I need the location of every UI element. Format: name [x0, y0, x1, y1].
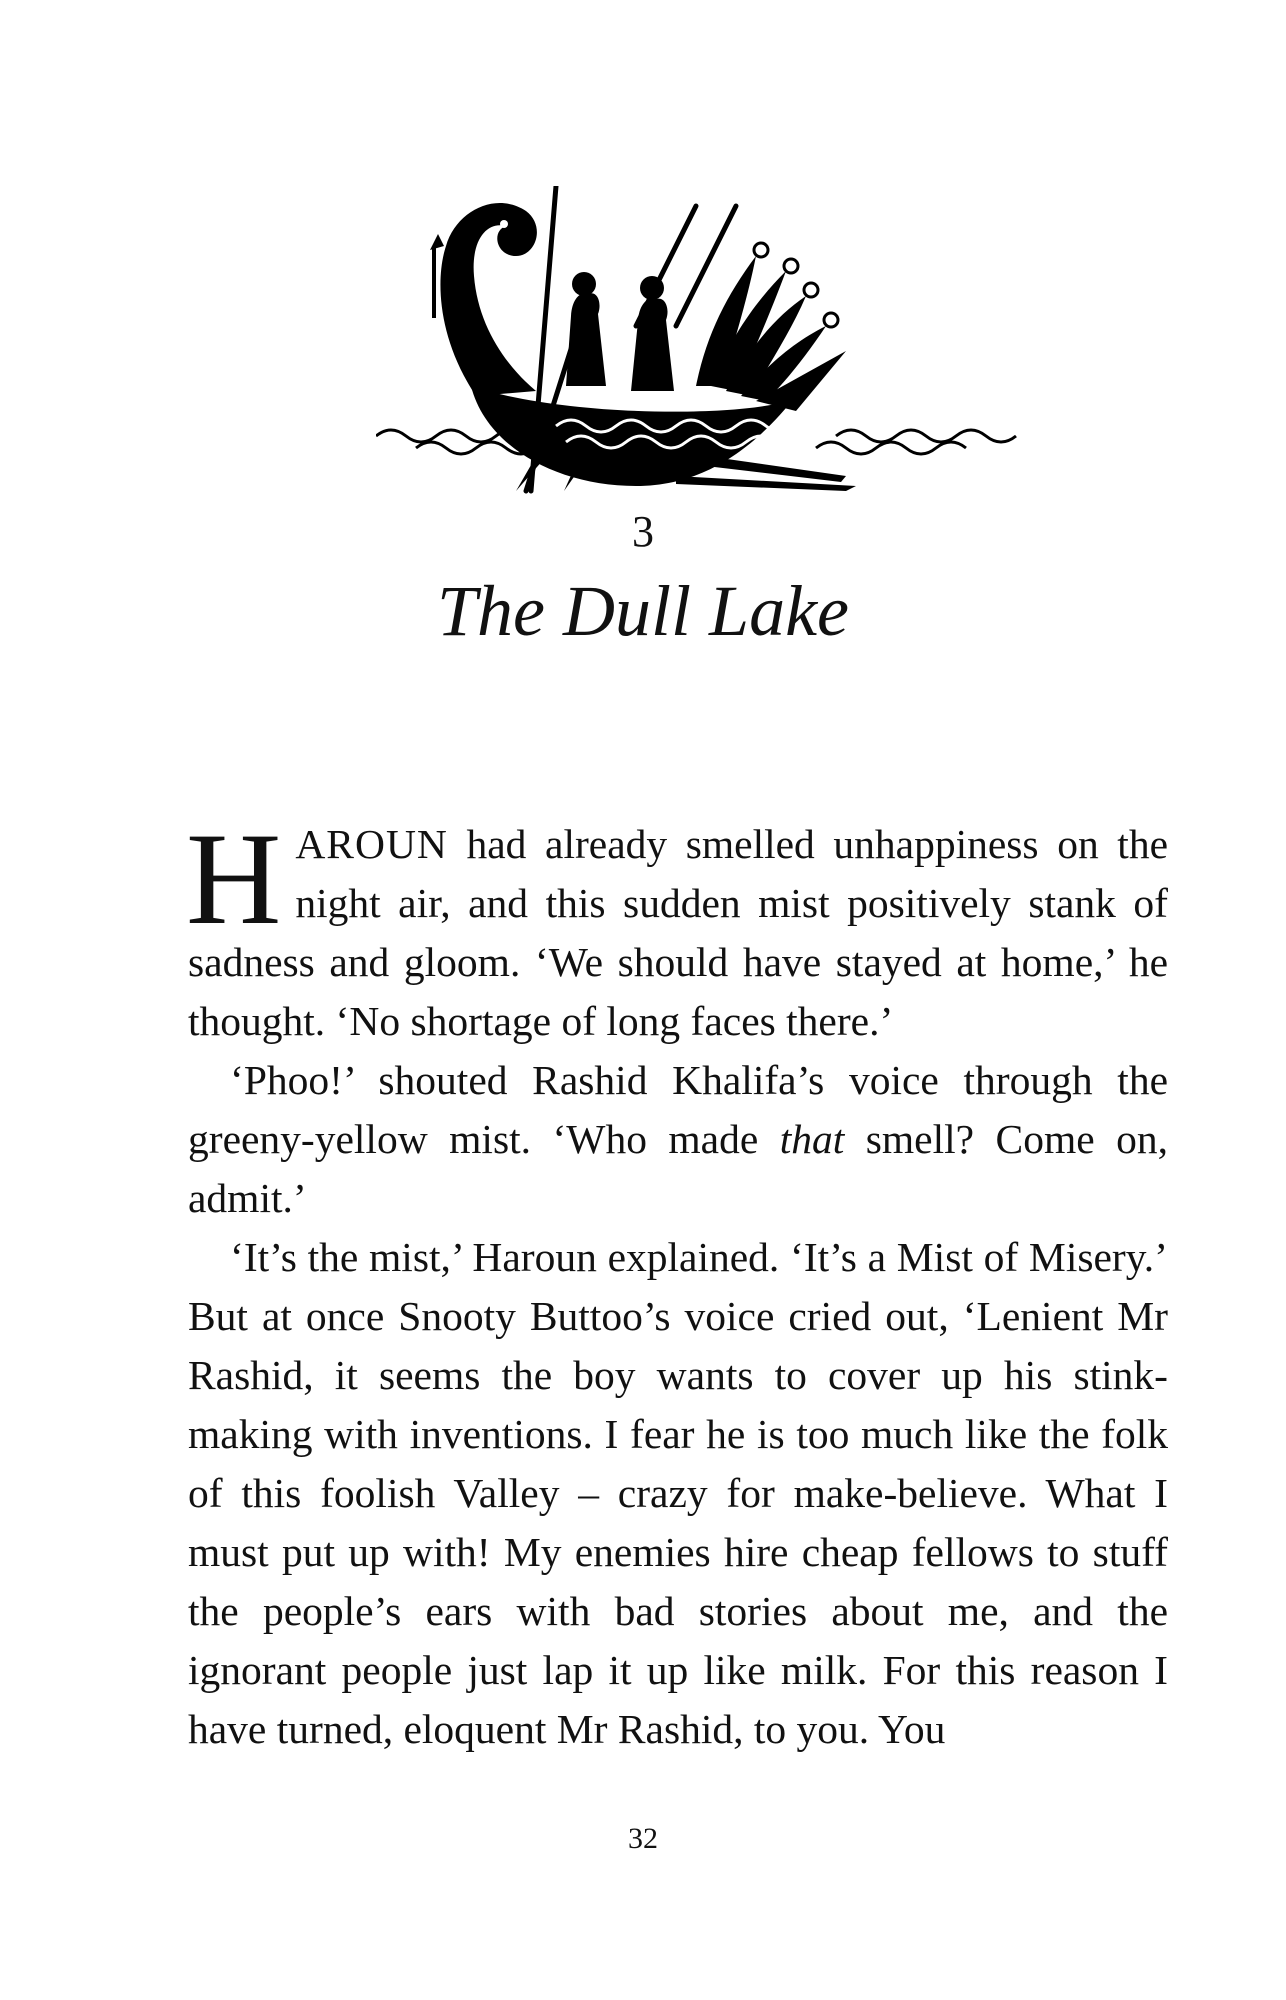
paragraph-2-text-a: ‘Phoo!’ shouted Rashid Khalifa’s voice through the greeny-yellow mist. ‘Who made [188, 1057, 1168, 1162]
paragraph-2-emphasis: that [779, 1116, 845, 1162]
chapter-body [186, 805, 1168, 1759]
paragraph-3: ‘It’s the mist,’ Haroun explained. ‘It’s a Mist of Misery.’ But at once Snooty Buttoo’s voice cried out, ‘Lenient Mr Rashid, it seems the boy wants to cover up his stink-making with inventions. I fear he is too much like the folk of this foolish Valley – crazy for make-believe. What I must put up with! My enemies hire cheap fellows to stuff the people’s ears with bad stories about me, and the ignorant people just lap it up like milk. For this reason I have turned, eloquent Mr Rashid, to you. You [188, 1234, 1168, 1752]
paragraph-2 [188, 1051, 1168, 1228]
page-number: 32 [628, 1822, 658, 1855]
chapter-title: The Dull Lake [437, 571, 849, 651]
paragraph-1-lead: AROUN [295, 821, 448, 867]
paragraph-1-text: had already smelled unhappiness on the night air, and this sudden mist positively stank of sadness and gloom. ‘We should have stayed at home,’ he thought. ‘No shortage of long faces there.’ [188, 821, 1168, 1044]
paragraph-1 [186, 805, 1168, 1051]
drop-cap: H [186, 805, 282, 952]
paragraph-2-text-b: smell? Come on, admit.’ [188, 1116, 1168, 1221]
chapter-number: 3 [632, 507, 654, 556]
swan-boat-illustration [376, 186, 1036, 506]
